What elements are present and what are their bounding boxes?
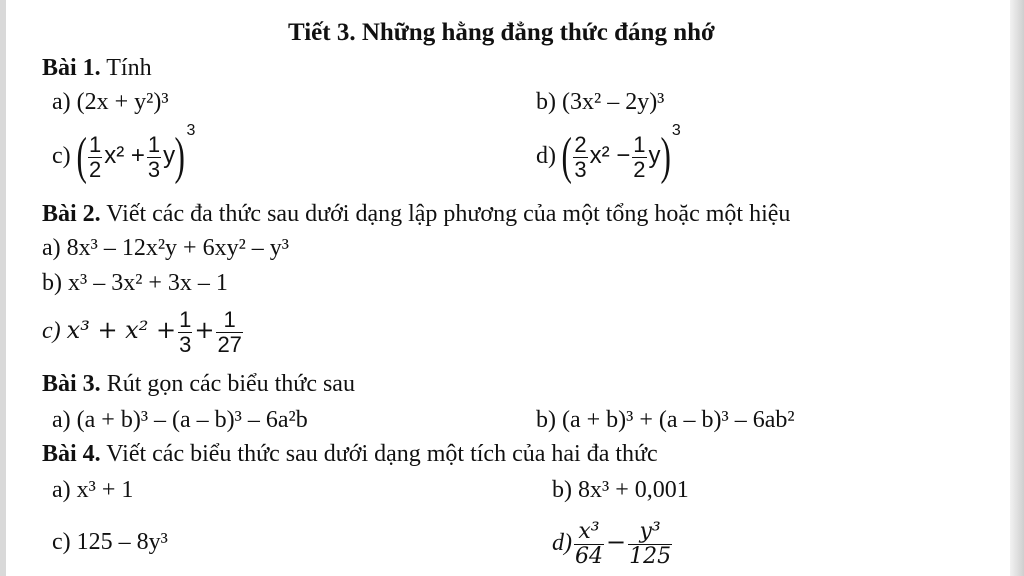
page-title: Tiết 3. Những hằng đẳng thức đáng nhớ (288, 19, 715, 46)
exercise-4-text: Viết các biểu thức sau dưới dạng một tích của hai đa thức (106, 441, 658, 467)
term: y (163, 142, 176, 169)
exercise-4a (52, 476, 133, 504)
numerator: 1 (147, 131, 161, 157)
denominator: 64 (575, 543, 603, 569)
close-paren: ) (174, 128, 186, 186)
open-paren: ( (76, 128, 87, 186)
expression: (3x² – 2y)³ (562, 89, 665, 115)
expression: 8x³ + 0,001 (578, 477, 689, 503)
term: x² + (104, 142, 145, 169)
exercise-4-label: Bài 4. (42, 441, 101, 467)
exercise-1c (52, 122, 196, 187)
close-paren: ) (659, 128, 671, 186)
fraction (216, 308, 242, 357)
item-label: b) (42, 270, 62, 296)
numerator: 2 (574, 131, 587, 157)
exercise-1b (536, 88, 664, 116)
denominator: 3 (179, 331, 192, 357)
numerator: 1 (223, 306, 236, 332)
exercise-2-label: Bài 2. (42, 201, 101, 227)
exercise-3-heading (42, 370, 355, 398)
term: y (648, 142, 661, 169)
expression: x³ – 3x² + 3x – 1 (68, 270, 228, 296)
expression: 8x³ – 12x²y + 6xy² – y³ (66, 235, 289, 261)
open-paren: ( (561, 128, 572, 186)
exercise-3b (536, 406, 795, 434)
expression: x³ + x² + (66, 316, 177, 344)
fraction (573, 133, 587, 182)
exponent: 3 (186, 122, 196, 139)
exercise-2-text: Viết các đa thức sau dưới dạng lập phương của một tổng hoặc một hiệu (106, 201, 791, 227)
exercise-2b (42, 269, 228, 297)
exercise-4-heading (42, 440, 658, 468)
exercise-1-text: Tính (106, 55, 152, 81)
item-label: b) (536, 89, 556, 115)
item-label: a) (52, 477, 71, 503)
item-label: d) (536, 143, 556, 169)
exercise-1d (536, 122, 681, 187)
term: x² − (589, 142, 631, 169)
exercise-3-text: Rút gọn các biểu thức sau (106, 371, 355, 397)
expression: x³ + 1 (76, 477, 134, 503)
exercise-4b (552, 476, 689, 504)
denominator: 2 (88, 156, 102, 182)
numerator: 1 (633, 131, 646, 157)
exercise-4d (552, 512, 674, 573)
fraction (178, 308, 192, 357)
exercise-3a (52, 406, 308, 434)
numerator: x³ (578, 518, 600, 544)
exercise-1-label: Bài 1. (42, 55, 101, 81)
denominator: 27 (217, 331, 242, 357)
denominator: 125 (629, 543, 672, 569)
exercise-3-label: Bài 3. (42, 371, 101, 397)
expression: 125 – 8y³ (76, 529, 168, 555)
plus-sign: + (194, 316, 215, 344)
expression: (2x + y²)³ (76, 89, 169, 115)
item-label: a) (52, 407, 71, 433)
denominator: 2 (633, 156, 646, 182)
numerator: 1 (179, 306, 192, 332)
item-label: a) (52, 89, 71, 115)
exercise-4c (52, 528, 168, 556)
exercise-2c (42, 300, 245, 361)
minus-sign: − (606, 528, 627, 556)
exponent: 3 (671, 122, 681, 139)
right-edge (1010, 0, 1024, 576)
fraction (88, 133, 102, 182)
numerator: 1 (88, 131, 102, 157)
item-label: b) (536, 407, 556, 433)
item-label: c) (42, 318, 61, 344)
left-edge (0, 0, 6, 576)
exercise-2-heading (42, 200, 790, 228)
fraction (628, 520, 672, 569)
exercise-1a (52, 88, 169, 116)
item-label: b) (552, 477, 572, 503)
exercise-1-heading (42, 54, 152, 82)
numerator: y³ (639, 518, 661, 544)
item-label: c) (52, 529, 71, 555)
denominator: 3 (147, 156, 161, 182)
item-label: a) (42, 235, 61, 261)
expression: (a + b)³ – (a – b)³ – 6a²b (76, 407, 308, 433)
fraction (147, 133, 161, 182)
denominator: 3 (574, 156, 587, 182)
item-label: c) (52, 143, 71, 169)
expression: (a + b)³ + (a – b)³ – 6ab² (562, 407, 795, 433)
fraction (574, 520, 604, 569)
fraction (632, 133, 646, 182)
exercise-2a (42, 234, 289, 262)
item-label: d) (552, 530, 572, 556)
